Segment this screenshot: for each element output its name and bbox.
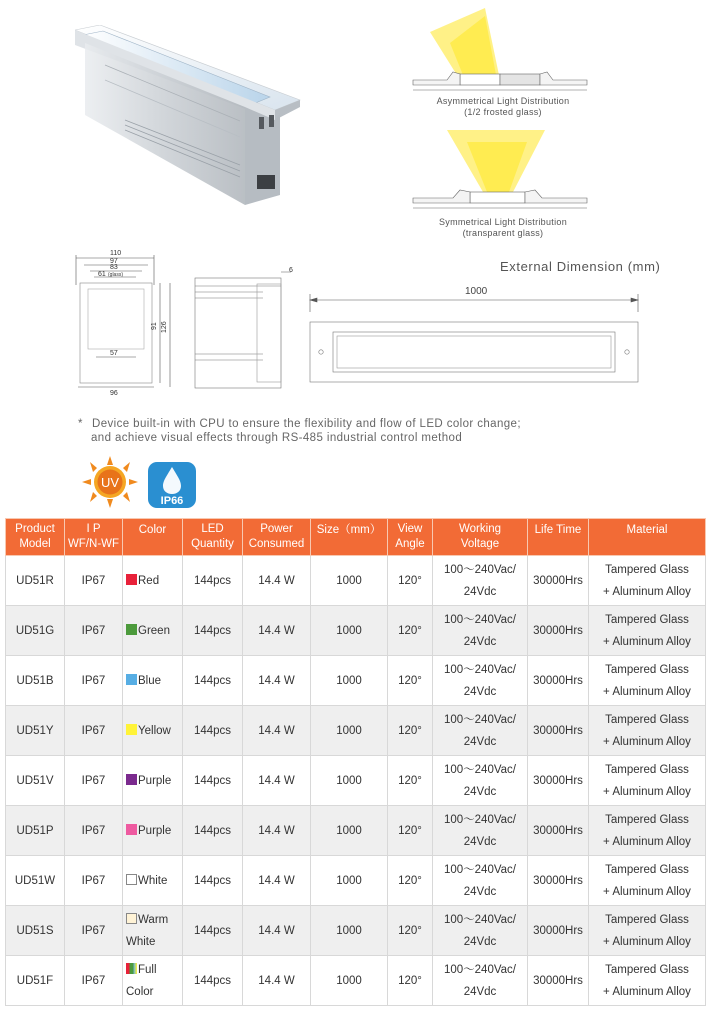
cell-power: 14.4 W [243, 956, 311, 1006]
cell-model: UD51B [6, 656, 65, 706]
feature-note-line2: and achieve visual effects through RS-485 industrial control method [91, 432, 463, 444]
table-row [6, 606, 706, 656]
color-swatch [126, 724, 137, 735]
cell-led-quantity: 144pcs [183, 806, 243, 856]
cell-material: Tampered Glass + Aluminum Alloy [589, 906, 706, 956]
cell-life-time: 30000Hrs [528, 556, 589, 606]
color-swatch [126, 913, 137, 924]
side-view-drawing [193, 262, 301, 392]
cell-ip: IP67 [65, 606, 123, 656]
cell-voltage: 100～240Vac/ 24Vdc [433, 806, 528, 856]
cell-color [123, 556, 183, 606]
cell-voltage: 100～240Vac/ 24Vdc [433, 756, 528, 806]
color-name: Full Color [126, 963, 157, 998]
top-view-drawing [305, 282, 645, 387]
cell-color [123, 756, 183, 806]
cell-material: Tampered Glass + Aluminum Alloy [589, 556, 706, 606]
dim-126: 126 [161, 321, 168, 333]
asymmetrical-distribution-diagram [405, 8, 605, 103]
cell-life-time: 30000Hrs [528, 706, 589, 756]
cell-size: 1000 [311, 556, 388, 606]
color-name: Yellow [138, 724, 171, 737]
cell-ip: IP67 [65, 556, 123, 606]
uv-resistant-badge [82, 456, 138, 508]
ip66-badge [148, 462, 196, 508]
cell-angle: 120° [388, 606, 433, 656]
product-image [75, 25, 305, 210]
header-view-angle: View Angle [388, 519, 433, 556]
cell-material: Tampered Glass + Aluminum Alloy [589, 706, 706, 756]
cell-model: UD51P [6, 806, 65, 856]
table-row [6, 656, 706, 706]
color-swatch [126, 774, 137, 785]
symmetrical-title: Symmetrical Light Distribution [438, 217, 568, 227]
table-row [6, 706, 706, 756]
cell-power: 14.4 W [243, 606, 311, 656]
cell-power: 14.4 W [243, 706, 311, 756]
cell-material: Tampered Glass + Aluminum Alloy [589, 956, 706, 1006]
table-row [6, 956, 706, 1006]
cell-led-quantity: 144pcs [183, 856, 243, 906]
cell-life-time: 30000Hrs [528, 656, 589, 706]
table-row [6, 756, 706, 806]
cell-size: 1000 [311, 706, 388, 756]
color-swatch [126, 963, 137, 974]
color-swatch [126, 574, 137, 585]
cell-ip: IP67 [65, 956, 123, 1006]
cell-material: Tampered Glass + Aluminum Alloy [589, 656, 706, 706]
cell-color [123, 806, 183, 856]
cell-life-time: 30000Hrs [528, 906, 589, 956]
dim-6: 6 [289, 267, 293, 274]
cell-ip: IP67 [65, 656, 123, 706]
cell-size: 1000 [311, 956, 388, 1006]
cell-power: 14.4 W [243, 656, 311, 706]
cell-material: Tampered Glass + Aluminum Alloy [589, 856, 706, 906]
symmetrical-distribution-diagram [405, 130, 605, 215]
cell-led-quantity: 144pcs [183, 906, 243, 956]
cell-ip: IP67 [65, 906, 123, 956]
cell-angle: 120° [388, 806, 433, 856]
header-material: Material [589, 519, 706, 556]
cell-life-time: 30000Hrs [528, 756, 589, 806]
cell-size: 1000 [311, 806, 388, 856]
asymmetrical-title: Asymmetrical Light Distribution [436, 96, 570, 106]
dim-91: 91 [151, 322, 158, 330]
cell-angle: 120° [388, 706, 433, 756]
cell-size: 1000 [311, 856, 388, 906]
header-ip: I P WF/N-WF [65, 519, 123, 556]
uv-label: UV [100, 475, 120, 490]
cell-led-quantity: 144pcs [183, 556, 243, 606]
dim-57: 57 [110, 350, 118, 357]
front-view-drawing [70, 245, 185, 400]
ip66-label: IP66 [160, 495, 184, 507]
cell-angle: 120° [388, 556, 433, 606]
color-name: Blue [138, 674, 162, 687]
cell-color [123, 606, 183, 656]
cell-life-time: 30000Hrs [528, 856, 589, 906]
header-working-voltage: Working Voltage [433, 519, 528, 556]
cell-material: Tampered Glass + Aluminum Alloy [589, 606, 706, 656]
cell-size: 1000 [311, 756, 388, 806]
cell-voltage: 100～240Vac/ 24Vdc [433, 656, 528, 706]
dim-61-note: (glass) [108, 272, 124, 278]
cell-voltage: 100～240Vac/ 24Vdc [433, 856, 528, 906]
header-product-model: Product Model [6, 519, 65, 556]
dim-83: 83 [110, 264, 118, 271]
cell-life-time: 30000Hrs [528, 606, 589, 656]
cell-voltage: 100～240Vac/ 24Vdc [433, 706, 528, 756]
table-header-row [6, 519, 706, 556]
color-swatch [126, 674, 137, 685]
cell-voltage: 100～240Vac/ 24Vdc [433, 906, 528, 956]
dim-97: 97 [110, 258, 118, 265]
color-name: Red [138, 574, 160, 587]
color-name: Purple [138, 774, 172, 787]
header-color: Color [123, 519, 183, 556]
asymmetrical-subtitle: (1/2 frosted glass) [464, 107, 542, 117]
cell-color [123, 856, 183, 906]
cell-led-quantity: 144pcs [183, 606, 243, 656]
dim-1000: 1000 [465, 286, 488, 297]
cell-size: 1000 [311, 606, 388, 656]
cell-size: 1000 [311, 656, 388, 706]
header-life-time: Life Time [528, 519, 589, 556]
dim-110: 110 [110, 250, 122, 257]
cell-ip: IP67 [65, 806, 123, 856]
symmetrical-subtitle: (transparent glass) [462, 228, 544, 238]
cell-power: 14.4 W [243, 756, 311, 806]
cell-angle: 120° [388, 856, 433, 906]
cell-led-quantity: 144pcs [183, 956, 243, 1006]
cell-size: 1000 [311, 906, 388, 956]
table-row [6, 906, 706, 956]
header-size: Size（mm） [311, 519, 388, 556]
cell-power: 14.4 W [243, 906, 311, 956]
cell-color [123, 656, 183, 706]
cell-voltage: 100～240Vac/ 24Vdc [433, 956, 528, 1006]
cell-model: UD51W [6, 856, 65, 906]
cell-material: Tampered Glass + Aluminum Alloy [589, 806, 706, 856]
note-marker: * [78, 418, 83, 430]
feature-note [78, 417, 521, 445]
color-swatch [126, 874, 137, 885]
spec-table [5, 518, 706, 1006]
table-row [6, 856, 706, 906]
color-name: Warm White [126, 913, 169, 948]
cell-model: UD51S [6, 906, 65, 956]
cell-angle: 120° [388, 956, 433, 1006]
color-swatch [126, 824, 137, 835]
table-row [6, 556, 706, 606]
cell-led-quantity: 144pcs [183, 656, 243, 706]
cell-life-time: 30000Hrs [528, 956, 589, 1006]
cell-model: UD51V [6, 756, 65, 806]
color-name: White [138, 874, 168, 887]
cell-color [123, 956, 183, 1006]
color-name: Purple [138, 824, 172, 837]
dim-96: 96 [110, 390, 118, 397]
table-row [6, 806, 706, 856]
color-swatch [126, 624, 137, 635]
external-dimension-heading: External Dimension (mm) [500, 259, 661, 274]
cell-model: UD51Y [6, 706, 65, 756]
feature-note-line1: Device built-in with CPU to ensure the flexibility and flow of LED color change; [92, 418, 521, 430]
cell-material: Tampered Glass + Aluminum Alloy [589, 756, 706, 806]
header-power-consumed: Power Consumed [243, 519, 311, 556]
cell-model: UD51F [6, 956, 65, 1006]
cell-ip: IP67 [65, 706, 123, 756]
cell-led-quantity: 144pcs [183, 756, 243, 806]
cell-voltage: 100～240Vac/ 24Vdc [433, 556, 528, 606]
cell-angle: 120° [388, 906, 433, 956]
cell-angle: 120° [388, 756, 433, 806]
cell-color [123, 906, 183, 956]
cell-voltage: 100～240Vac/ 24Vdc [433, 606, 528, 656]
cell-ip: IP67 [65, 756, 123, 806]
color-name: Green [138, 624, 170, 637]
cell-life-time: 30000Hrs [528, 806, 589, 856]
dim-61: 61 [98, 271, 106, 278]
cell-led-quantity: 144pcs [183, 706, 243, 756]
cell-power: 14.4 W [243, 806, 311, 856]
cell-angle: 120° [388, 656, 433, 706]
cell-ip: IP67 [65, 856, 123, 906]
cell-model: UD51G [6, 606, 65, 656]
cell-model: UD51R [6, 556, 65, 606]
header-led-quantity: LED Quantity [183, 519, 243, 556]
cell-power: 14.4 W [243, 556, 311, 606]
cell-power: 14.4 W [243, 856, 311, 906]
cell-color [123, 706, 183, 756]
